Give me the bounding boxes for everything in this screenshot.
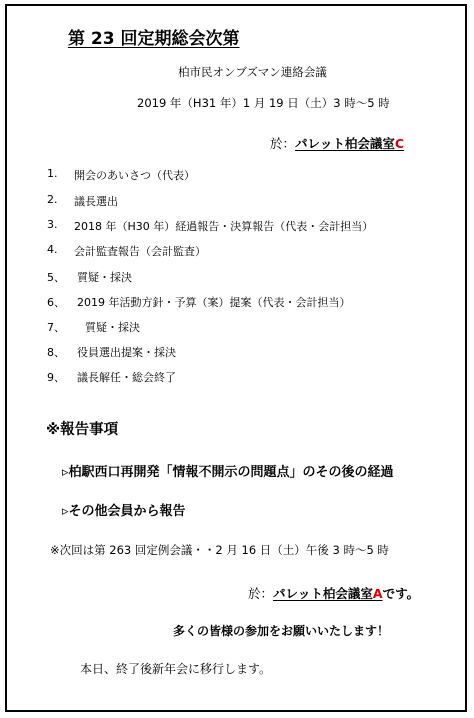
report-item: ▹その他会員から報告 bbox=[62, 504, 186, 519]
agenda-item-text: 2018 年（H30 年）経過報告・決算報告（代表・会計担当） bbox=[74, 220, 374, 233]
agenda-item-text: 役員選出提案・採決 bbox=[77, 346, 176, 359]
agenda-item-number: 8、 bbox=[47, 346, 65, 359]
agenda-item-text: 開会のあいさつ（代表） bbox=[74, 169, 195, 182]
venue-room: C bbox=[394, 136, 405, 151]
closing-note: 本日、終了後新年会に移行します。 bbox=[80, 662, 272, 676]
document-title: 第 23 回定期総会次第 bbox=[68, 29, 240, 49]
participation-request: 多くの皆様の参加をお願いいたします！ bbox=[173, 624, 390, 638]
agenda-item-number: 1. bbox=[47, 167, 58, 180]
venue-place-name: パレット柏会議室 bbox=[295, 136, 395, 151]
organization-name: 柏市民オンブズマン連絡会議 bbox=[178, 65, 327, 79]
agenda-item-number: 3. bbox=[47, 218, 58, 231]
next-venue-prefix: 於： bbox=[248, 586, 274, 601]
agenda-item-text: 議長解任・総会終了 bbox=[77, 371, 176, 384]
agenda-item-number: 5、 bbox=[47, 271, 65, 284]
meeting-venue bbox=[270, 134, 404, 152]
agenda-item-number: 9、 bbox=[47, 371, 65, 384]
venue-place bbox=[295, 136, 404, 151]
meeting-datetime: 2019 年（H31 年）1 月 19 日（土）3 時〜5 時 bbox=[137, 96, 390, 110]
next-meeting-info: ※次回は第 263 回定例会議・・2 月 16 日（土）午後 3 時〜5 時 bbox=[50, 543, 389, 557]
agenda-item-text: 2019 年活動方針・予算（案）提案（代表・会計担当） bbox=[77, 296, 351, 309]
agenda-item-text: 会計監査報告（会計監査） bbox=[74, 245, 206, 258]
next-venue-suffix: です。 bbox=[382, 586, 420, 601]
next-meeting-venue bbox=[248, 584, 419, 602]
agenda-item-text: 議長選出 bbox=[74, 195, 118, 208]
agenda-item-number: 4. bbox=[47, 243, 58, 256]
agenda-item-number: 6、 bbox=[47, 296, 65, 309]
agenda-item-number: 7、 bbox=[47, 321, 65, 334]
agenda-item-text: 質疑・採決 bbox=[77, 271, 132, 284]
agenda-item-number: 2. bbox=[47, 193, 58, 206]
next-venue-room: A bbox=[372, 586, 383, 601]
report-item: ▹柏駅西口再開発「情報不開示の問題点」のその後の経過 bbox=[62, 465, 394, 480]
report-heading: ※報告事項 bbox=[46, 422, 119, 438]
agenda-item-text: 質疑・採決 bbox=[85, 321, 140, 334]
next-venue-place bbox=[273, 586, 383, 601]
venue-prefix: 於： bbox=[270, 136, 296, 151]
next-venue-place-name: パレット柏会議室 bbox=[273, 586, 373, 601]
